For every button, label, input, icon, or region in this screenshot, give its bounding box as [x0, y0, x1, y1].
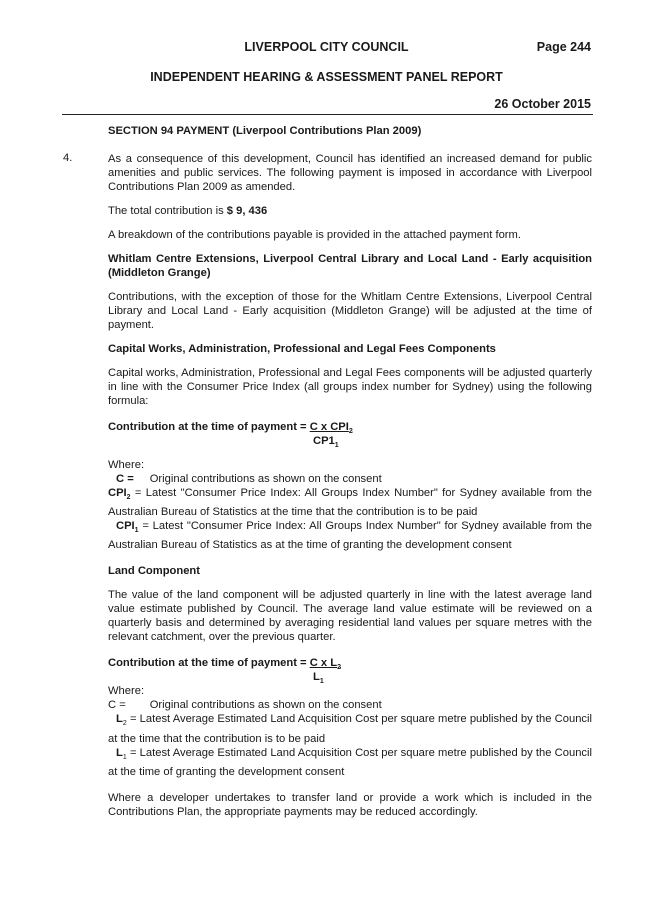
- paragraph-exception: Contributions, with the exception of those for the Whitlam Centre Extensions, Liverpool Central Library and Local Land - Early acquisition (Middleton Grange) will be adjusted at the time of payment.: [108, 291, 592, 331]
- heading-land-component: Land Component: [108, 565, 200, 578]
- formula-land-denominator: $L_1$: [313, 671, 324, 686]
- header-rule: [62, 114, 593, 115]
- definition-c: C = Original contributions as shown on the consent: [116, 473, 382, 485]
- definition-l1: $L_1$ = Latest Average Estimated Land Acquisition Cost per square metre published by the Council at the time of granting the development consent: [108, 746, 592, 778]
- definition-l2: $L_2$ = Latest Average Estimated Land Acquisition Cost per square metre published by the Council at the time that the contribution is to be paid: [108, 713, 592, 745]
- heading-capital-works: Capital Works, Administration, Professional and Legal Fees Components: [108, 343, 496, 355]
- main-content: [108, 124, 592, 819]
- formula-cpi: [108, 420, 592, 448]
- paragraph-developer-works: Where a developer undertakes to transfer land or provide a work which is included in the Contributions Plan, the appropriate payments may be reduced accordingly.: [108, 791, 592, 818]
- item-number: 4.: [63, 152, 73, 164]
- report-title: INDEPENDENT HEARING & ASSESSMENT PANEL REPORT: [150, 70, 503, 84]
- section-title: SECTION 94 PAYMENT (Liverpool Contributions Plan 2009): [108, 125, 422, 137]
- where-label-1: Where:: [108, 459, 145, 471]
- definition-c-land: C = Original contributions as shown on the consent: [108, 699, 382, 712]
- total-label: The total contribution is: [108, 205, 227, 217]
- paragraph-breakdown: A breakdown of the contributions payable is provided in the attached payment form.: [108, 229, 521, 241]
- paragraph-capital-works: Capital works, Administration, Professional and Legal Fees components will be adjusted quarterly in line with the Consumer Price Index (all groups index number for Sydney) using the following formula:: [108, 367, 592, 407]
- formula-cpi-denominator: $CP1_1$: [313, 435, 339, 450]
- paragraph-land: The value of the land component will be adjusted quarterly in line with the latest average land value estimate published by Council. The average land value estimate will be reviewed on a quarterly basis and determined by averaging residential land values per square metres with the relevant catchment, over the previous quarter.: [108, 589, 592, 644]
- formula-land: [108, 656, 592, 684]
- total-value: $ 9, 436: [226, 205, 268, 217]
- formula-land-label: Contribution at the time of payment =: [108, 657, 310, 670]
- paragraph-intro: As a consequence of this development, Council has identified an increased demand for public amenities and public services. The following payment is imposed in accordance with Liverpool Contributions Plan 2009 as amended.: [108, 153, 592, 193]
- definition-cpi2: $CPI_2$ = Latest "Consumer Price Index: All Groups Index Number" for Sydney available from the Australian Bureau of Statistics at the time that the contribution is to be paid: [108, 487, 592, 519]
- formula-land-numerator: C x $L_2$: [309, 657, 341, 672]
- formula-cpi-label: Contribution at the time of payment =: [108, 421, 310, 433]
- report-date: 26 October 2015: [494, 97, 591, 111]
- page-number: Page 244: [536, 40, 591, 54]
- definition-cpi1: $CPI_1$ = Latest "Consumer Price Index: All Groups Index Number" for Sydney available from the Australian Bureau of Statistics as at the time of granting the development consent: [108, 520, 592, 552]
- council-name: LIVERPOOL CITY COUNCIL: [244, 40, 409, 54]
- total-contribution: [108, 204, 592, 218]
- heading-whitlam: Whitlam Centre Extensions, Liverpool Central Library and Local Land - Early acquisition (Middleton Grange): [108, 253, 592, 279]
- where-label-2: Where:: [108, 685, 145, 698]
- formula-cpi-numerator: C x $CPI_2$: [309, 421, 353, 436]
